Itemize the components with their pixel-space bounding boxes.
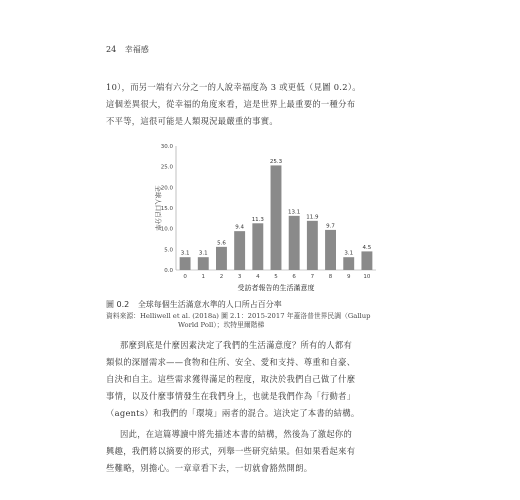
paragraph-line: （agents）和我們的「環境」兩者的混合。這決定了本書的結構。: [106, 408, 360, 418]
data-label: 4.5: [362, 244, 372, 251]
figure-title: 全球每個生活滿意水準的人口所占百分率: [137, 300, 282, 309]
bar: [216, 247, 227, 270]
data-label: 25.3: [269, 158, 283, 165]
figure-source: [106, 312, 370, 330]
paragraph-line: 因此，在這篇導讀中將先描述本書的結構，然後為了激起你的: [120, 429, 353, 439]
chart-svg: [150, 140, 386, 295]
data-label: 5.6: [217, 240, 226, 247]
x-axis-label: 受訪者報告的生活滿意度: [237, 284, 315, 292]
page-number: 24: [106, 45, 117, 54]
bar: [180, 257, 191, 270]
bar: [361, 251, 372, 270]
paragraph-line: 那麼到底是什麼因素決定了我們的生活滿意度？所有的人都有: [120, 340, 353, 350]
x-tick-label: 2: [219, 274, 224, 280]
y-tick-label: 25.0: [160, 164, 173, 171]
x-tick-label: 6: [292, 274, 296, 280]
x-tick-label: 0: [183, 274, 187, 280]
paragraph-line: 10），而另一端有六分之一的人說幸福度為 3 或更低（見圖 0.2）。: [106, 82, 361, 92]
y-tick-label: 20.0: [160, 185, 173, 192]
paragraph-line: 自決和自主。這些需求獲得滿足的程度，取決於我們自己做了什麼: [106, 374, 356, 384]
data-label: 9.7: [326, 223, 335, 230]
source-line-1: 資料來源：Helliwell et al. (2018a) 圖 2.1：2015-2017 年蓋洛普世界民調（Gallup: [106, 312, 371, 320]
paragraph-line: 興趣，我們將以摘要的形式，列舉一些研究結果。但如果看起來有: [106, 446, 356, 456]
paragraph-2: [106, 337, 416, 422]
data-label: 3.1: [180, 250, 190, 257]
paragraph-3: [106, 426, 416, 477]
paragraph-1: [106, 79, 416, 130]
paragraph-line: 不平等，這很可能是人類現況最嚴重的事實。: [106, 116, 278, 126]
paragraph-line: 類似的深層需求——食物和住所、安全、愛和支持、尊重和自豪、: [106, 357, 356, 367]
x-tick-label: 8: [328, 274, 333, 280]
figure-caption: [106, 299, 282, 310]
data-label: 3.1: [344, 250, 354, 257]
x-tick-label: 1: [201, 274, 206, 280]
bar: [289, 216, 300, 270]
bar: [252, 223, 263, 270]
paragraph-line: 事情，以及什麼事情發生在我們身上，也就是我們作為「行動者」: [106, 391, 356, 401]
bar: [198, 257, 209, 270]
bar: [325, 230, 336, 270]
x-tick-label: 10: [363, 274, 371, 280]
paragraph-line: 些難略，別擔心。一章章看下去，一切就會豁然開朗。: [106, 463, 313, 473]
y-tick-label: 0.0: [164, 268, 173, 274]
y-tick-label: 10.0: [160, 226, 173, 233]
figure-label: 圖 0.2: [106, 300, 130, 309]
bar: [234, 231, 245, 270]
y-axis-label: 全球人口百分率: [154, 185, 162, 231]
x-tick-label: 3: [237, 274, 242, 280]
life-satisfaction-chart: [150, 140, 386, 295]
bar: [343, 257, 354, 270]
data-label: 11.9: [306, 214, 319, 221]
paragraph-line: 這個差異很大，從幸福的角度來看，這是世界上最重要的一種分布: [106, 99, 356, 109]
source-line-2: World Poll）；坎特里爾階梯: [178, 321, 265, 329]
data-label: 11.3: [251, 216, 264, 223]
y-tick-label: 30.0: [160, 144, 173, 150]
y-tick-label: 5.0: [164, 247, 173, 254]
book-title: 幸福感: [124, 45, 149, 54]
x-tick-label: 5: [274, 274, 278, 280]
bar: [271, 165, 282, 270]
data-label: 3.1: [198, 250, 208, 257]
x-tick-label: 4: [256, 274, 260, 280]
page-header: [106, 44, 149, 55]
y-tick-label: 15.0: [160, 206, 173, 212]
data-label: 9.4: [235, 224, 245, 231]
x-tick-label: 7: [310, 274, 315, 280]
x-tick-label: 9: [346, 274, 351, 280]
bar: [307, 221, 318, 270]
data-label: 13.1: [288, 209, 301, 216]
